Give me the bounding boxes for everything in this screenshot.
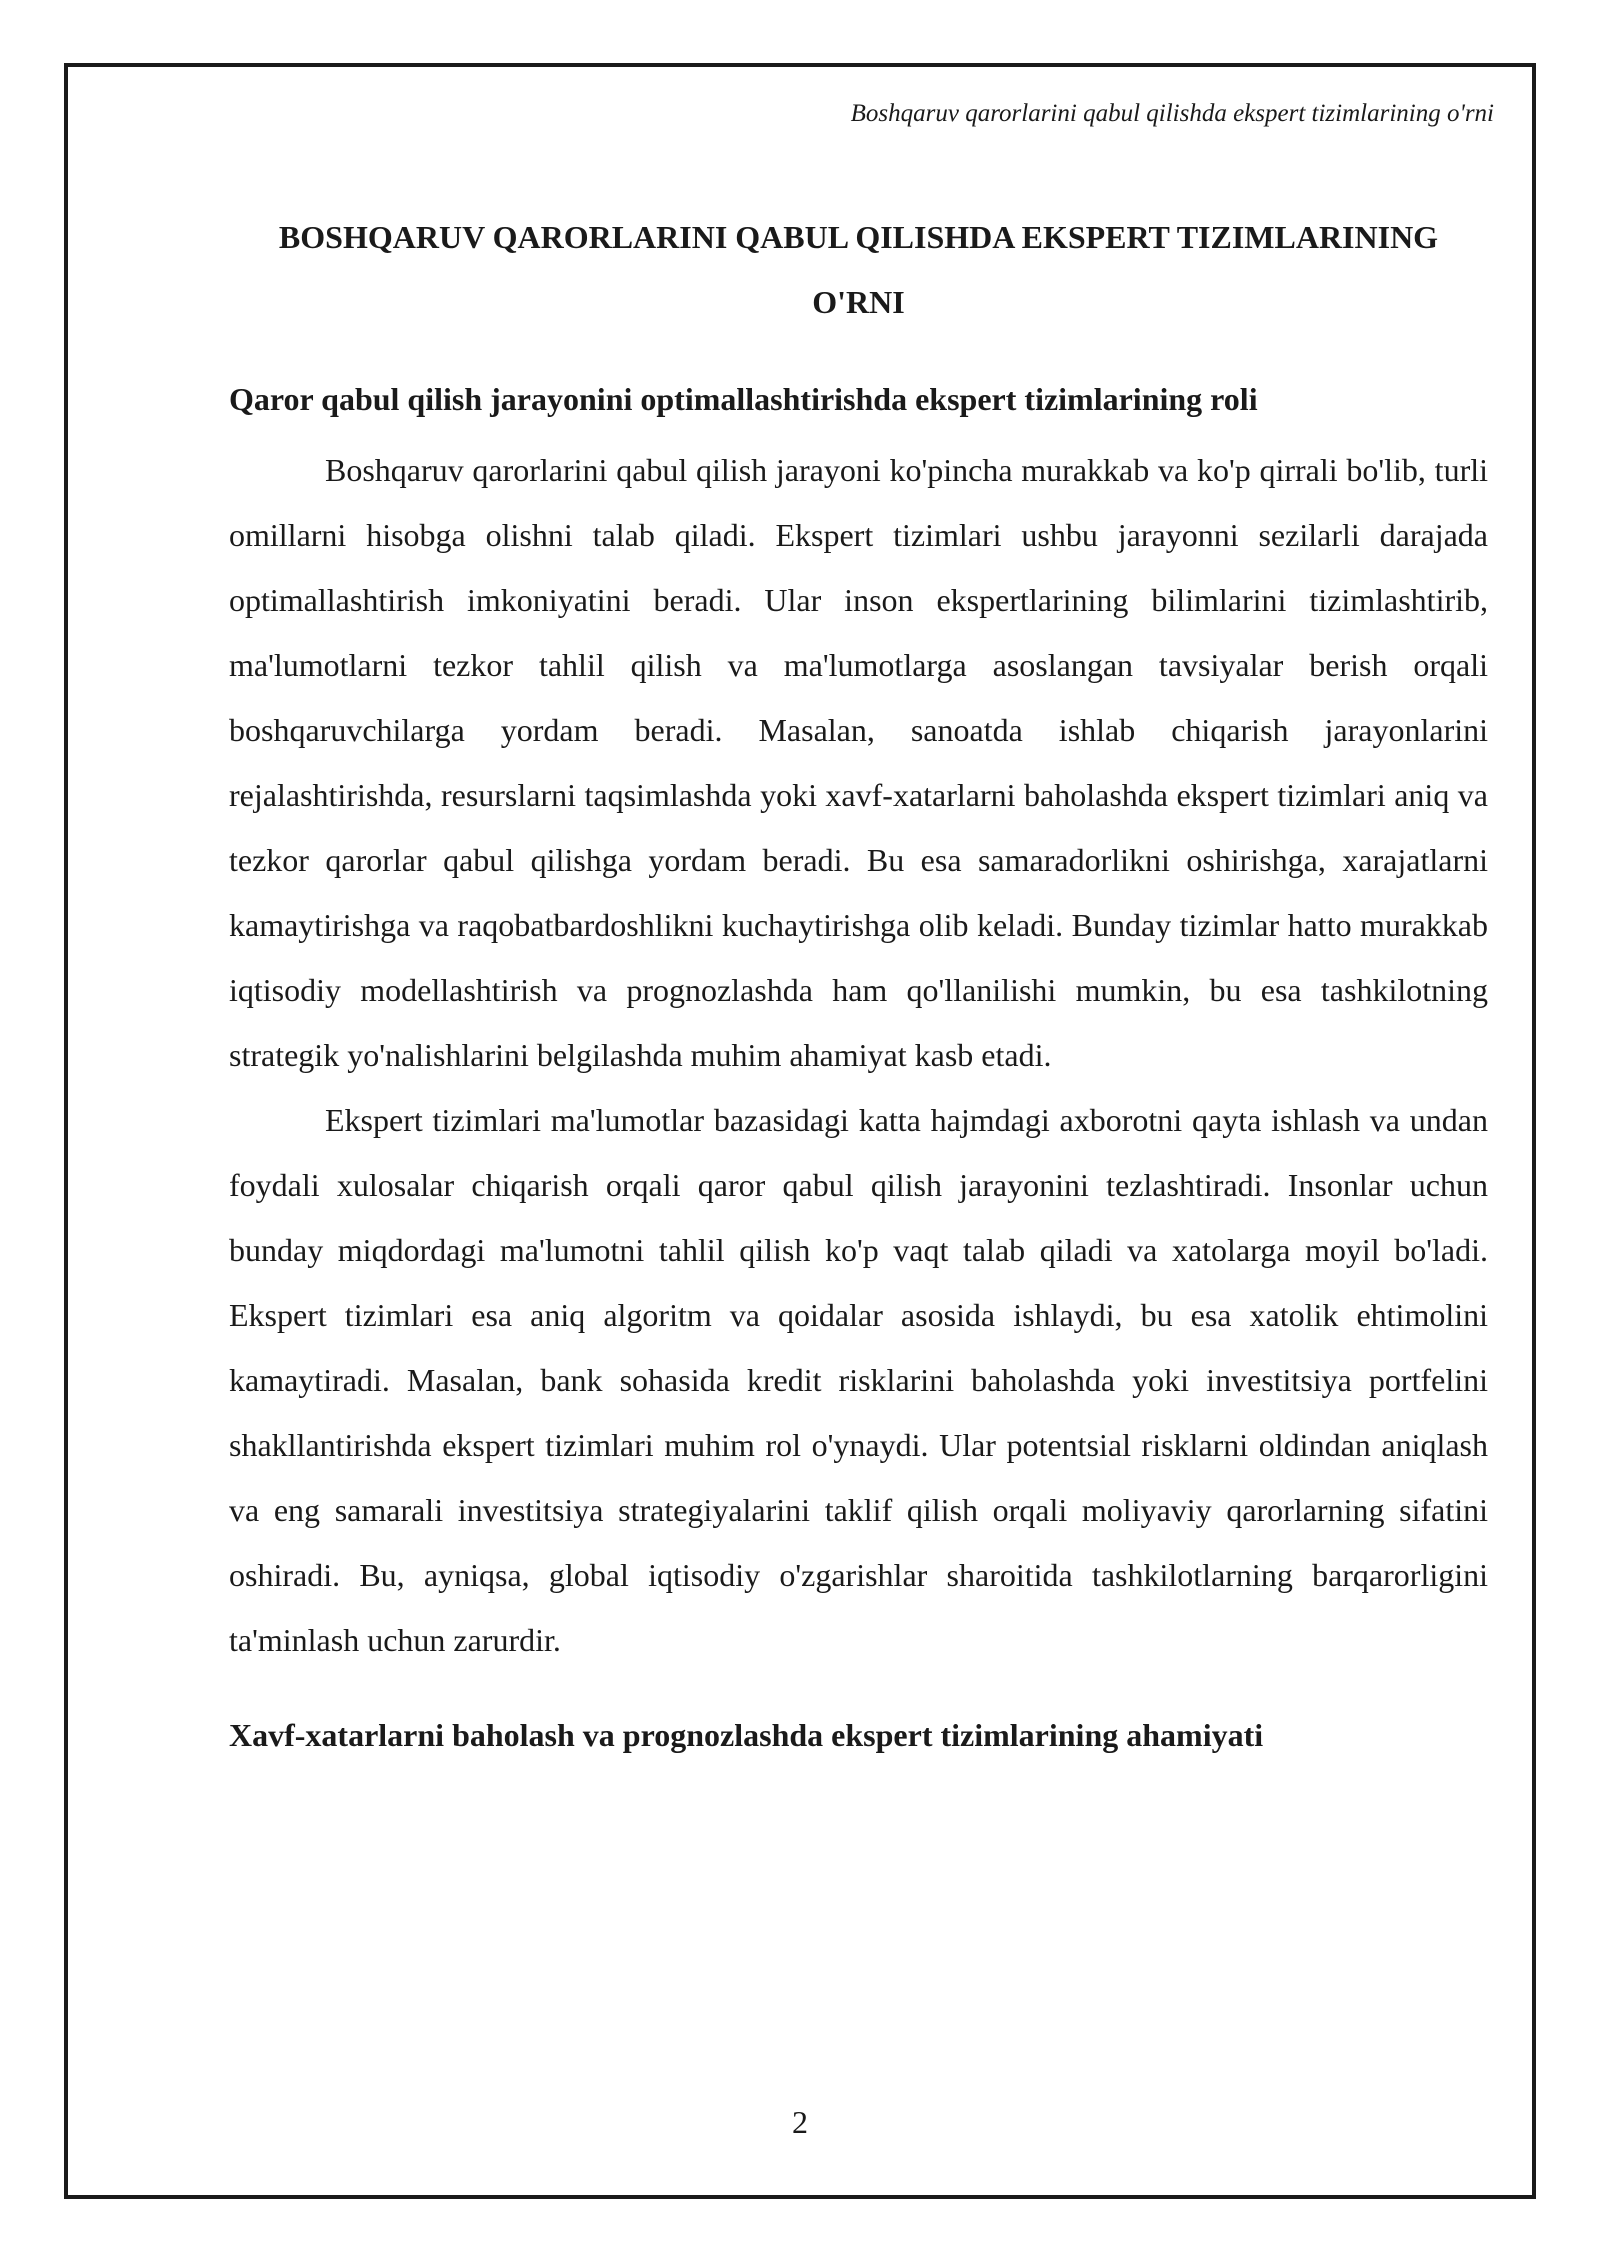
document-body	[229, 205, 1488, 1753]
paragraph-2: Ekspert tizimlari ma'lumotlar bazasidagi katta hajmdagi axborotni qayta ishlash va undan foydali xulosalar chiqarish orqali qaror qabul qilish jarayonini tezlashtiradi. Insonlar uchun bunday miqdordagi ma'lumotni tahlil qilish ko'p vaqt talab qiladi va xatolarga moyil bo'ladi. Ekspert tizimlari esa aniq algoritm va qoidalar asosida ishlaydi, bu esa xatolik ehtimolini kamaytiradi. Masalan, bank sohasida kredit risklarini baholashda yoki investitsiya portfelini shakllantirishda ekspert tizimlari muhim rol o'ynaydi. Ular potentsial risklarni oldindan aniqlash va eng samarali investitsiya strategiyalarini taklif qilish orqali moliyaviy qarorlarning sifatini oshiradi. Bu, ayniqsa, global iqtisodiy o'zgarishlar sharoitida tashkilotlarning barqarorligini ta'minlash uchun zarurdir.	[229, 1102, 1488, 1658]
section-heading-1: Qaror qabul qilish jarayonini optimallashtirishda ekspert tizimlarining roli	[229, 381, 1258, 417]
running-header: Boshqaruv qarorlarini qabul qilishda ekspert tizimlarining o'rni	[850, 100, 1494, 127]
section-heading-2: Xavf-xatarlarni baholash va prognozlashda ekspert tizimlarining ahamiyati	[229, 1717, 1264, 1753]
page-number: 2	[792, 2104, 808, 2140]
document-title: BOSHQARUV QARORLARINI QABUL QILISHDA EKSPERT TIZIMLARINING O'RNI	[278, 219, 1439, 320]
paragraph-1: Boshqaruv qarorlarini qabul qilish jarayoni ko'pincha murakkab va ko'p qirrali bo'lib, turli omillarni hisobga olishni talab qiladi. Ekspert tizimlari ushbu jarayonni sezilarli darajada optimallashtirish imkoniyatini beradi. Ular inson ekspertlarining bilimlarini tizimlashtirib, ma'lumotlarni tezkor tahlil qilish va ma'lumotlarga asoslangan tavsiyalar berish orqali boshqaruvchilarga yordam beradi. Masalan, sanoatda ishlab chiqarish jarayonlarini rejalashtirishda, resurslarni taqsimlashda yoki xavf-xatarlarni baholashda ekspert tizimlari aniq va tezkor qarorlar qabul qilishga yordam beradi. Bu esa samaradorlikni oshirishga, xarajatlarni kamaytirishga va raqobatbardoshlikni kuchaytirishga olib keladi. Bunday tizimlar hatto murakkab iqtisodiy modellashtirish va prognozlashda ham qo'llanilishi mumkin, bu esa tashkilotning strategik yo'nalishlarini belgilashda muhim ahamiyat kasb etadi.	[229, 452, 1488, 1073]
